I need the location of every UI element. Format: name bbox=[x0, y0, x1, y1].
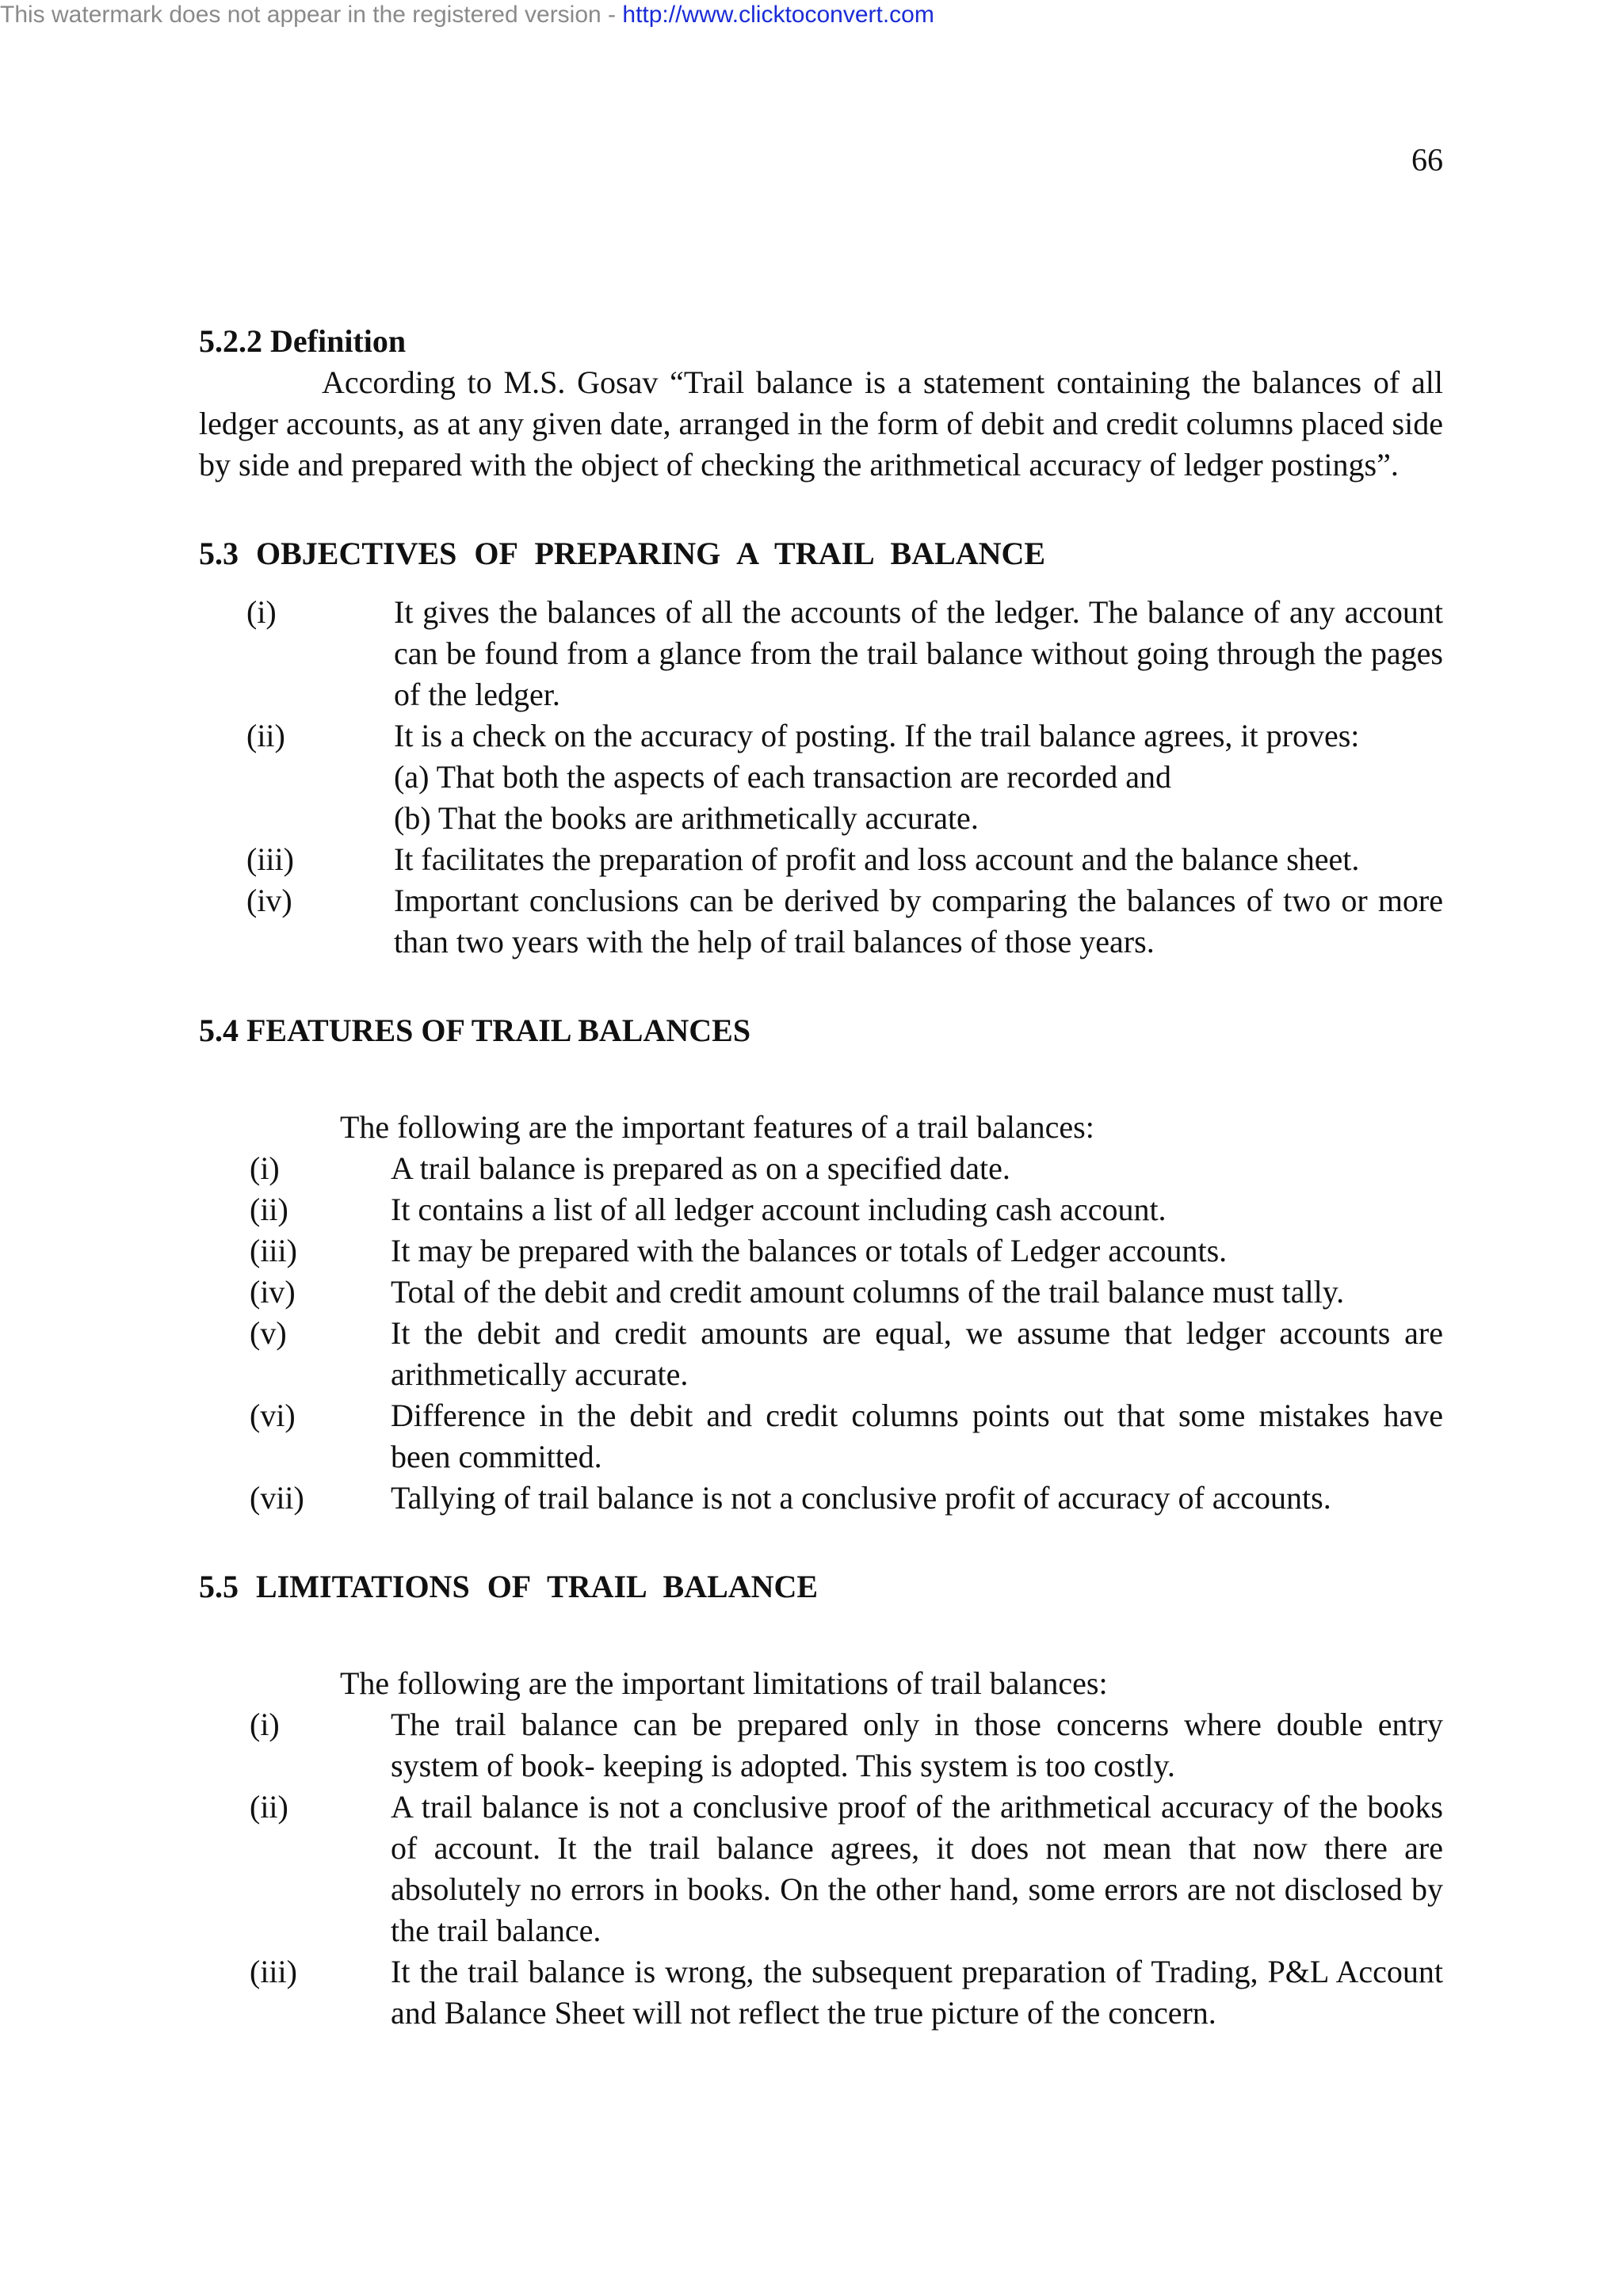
list-item bbox=[199, 1148, 1443, 1189]
list-item bbox=[199, 715, 1443, 839]
list-item-text: Difference in the debit and credit columns points out that some mistakes have been committed. bbox=[391, 1398, 1443, 1474]
list-item-number: (i) bbox=[246, 594, 277, 630]
list-item bbox=[199, 1478, 1443, 1519]
list-item-number: (ii) bbox=[250, 1192, 288, 1227]
definition-paragraph: According to M.S. Gosav “Trail balance is a statement containing the balances of all ledger accounts, as at any given date, arranged in the form of debit and credit columns placed side by side and prepared with the object of checking the arithmetical accuracy of ledger postings”. bbox=[199, 364, 1443, 482]
list-item bbox=[199, 1787, 1443, 1951]
list-item-text: It gives the balances of all the accounts of the ledger. The balance of any account can be found from a glance from the trail balance without going through the pages of the ledger. bbox=[394, 594, 1443, 712]
sub-item-a: (a) That both the aspects of each transaction are recorded and bbox=[394, 759, 1172, 795]
list-item-number: (iii) bbox=[246, 841, 294, 877]
limitations-list bbox=[199, 1704, 1443, 2034]
list-item-text: It the trail balance is wrong, the subsequent preparation of Trading, P&L Account and Balance Sheet will not reflect the true picture of the concern. bbox=[391, 1954, 1443, 2031]
objectives-heading: 5.3 OBJECTIVES OF PREPARING A TRAIL BALANCE bbox=[199, 536, 1046, 571]
features-intro: The following are the important features of a trail balances: bbox=[340, 1109, 1094, 1145]
list-item-number: (i) bbox=[250, 1707, 280, 1742]
watermark-text: This watermark does not appear in the registered version - bbox=[0, 2, 623, 28]
list-item-text-block bbox=[394, 715, 1443, 839]
definition-heading: 5.2.2 Definition bbox=[199, 323, 407, 359]
watermark-link[interactable]: http://www.clicktoconvert.com bbox=[622, 2, 934, 28]
list-item-text: Important conclusions can be derived by comparing the balances of two or more than two years with the help of trail balances of those years. bbox=[394, 883, 1443, 959]
objectives-list bbox=[199, 592, 1443, 963]
page-number: 66 bbox=[1411, 142, 1443, 177]
list-item-number: (iii) bbox=[250, 1233, 297, 1268]
list-item bbox=[199, 839, 1443, 880]
list-item-text: A trail balance is prepared as on a specified date. bbox=[391, 1150, 1010, 1186]
list-item-text: Total of the debit and credit amount columns of the trail balance must tally. bbox=[391, 1274, 1345, 1310]
list-item bbox=[199, 1313, 1443, 1395]
list-item bbox=[199, 592, 1443, 715]
list-item bbox=[199, 1230, 1443, 1272]
limitations-intro: The following are the important limitations of trail balances: bbox=[340, 1665, 1108, 1701]
list-item-text: Tallying of trail balance is not a conclusive profit of accuracy of accounts. bbox=[391, 1480, 1331, 1516]
list-item-number: (iv) bbox=[250, 1274, 296, 1310]
list-item-number: (iii) bbox=[250, 1954, 297, 1989]
list-item-number: (v) bbox=[250, 1315, 287, 1351]
limitations-heading: 5.5 LIMITATIONS OF TRAIL BALANCE bbox=[199, 1569, 819, 1604]
document-body bbox=[199, 321, 1443, 2081]
list-item bbox=[199, 880, 1443, 963]
list-item bbox=[199, 1189, 1443, 1230]
limitations-section bbox=[199, 1566, 1443, 2034]
list-item-number: (vii) bbox=[250, 1480, 304, 1516]
list-item-number: (iv) bbox=[246, 883, 292, 918]
list-item bbox=[199, 1951, 1443, 2034]
list-item bbox=[199, 1704, 1443, 1787]
definition-section bbox=[199, 321, 1443, 486]
features-heading: 5.4 FEATURES OF TRAIL BALANCES bbox=[199, 1013, 751, 1048]
watermark bbox=[0, 2, 934, 29]
list-item-text: It contains a list of all ledger account including cash account. bbox=[391, 1192, 1167, 1227]
objectives-section bbox=[199, 533, 1443, 963]
features-list bbox=[199, 1148, 1443, 1519]
sub-item-b: (b) That the books are arithmetically accurate. bbox=[394, 800, 979, 836]
list-item-number: (ii) bbox=[250, 1789, 288, 1825]
list-item-number: (ii) bbox=[246, 718, 285, 753]
list-item bbox=[199, 1395, 1443, 1478]
list-item-text: A trail balance is not a conclusive proof of the arithmetical accuracy of the books of account. It the trail balance agrees, it does not mean that now there are absolutely no errors in books. On the other hand, some errors are not disclosed by the trail balance. bbox=[391, 1789, 1443, 1948]
list-item-number: (vi) bbox=[250, 1398, 296, 1433]
list-item-text: It the debit and credit amounts are equal, we assume that ledger accounts are arithmetically accurate. bbox=[391, 1315, 1443, 1392]
list-item-text: It facilitates the preparation of profit and loss account and the balance sheet. bbox=[394, 841, 1360, 877]
list-item bbox=[199, 1272, 1443, 1313]
list-item-text: It is a check on the accuracy of posting. If the trail balance agrees, it proves: bbox=[394, 718, 1360, 753]
list-item-number: (i) bbox=[250, 1150, 280, 1186]
features-section bbox=[199, 1010, 1443, 1519]
list-item-text: The trail balance can be prepared only in those concerns where double entry system of book- keeping is adopted. This system is too costly. bbox=[391, 1707, 1443, 1783]
list-item-text: It may be prepared with the balances or totals of Ledger accounts. bbox=[391, 1233, 1228, 1268]
